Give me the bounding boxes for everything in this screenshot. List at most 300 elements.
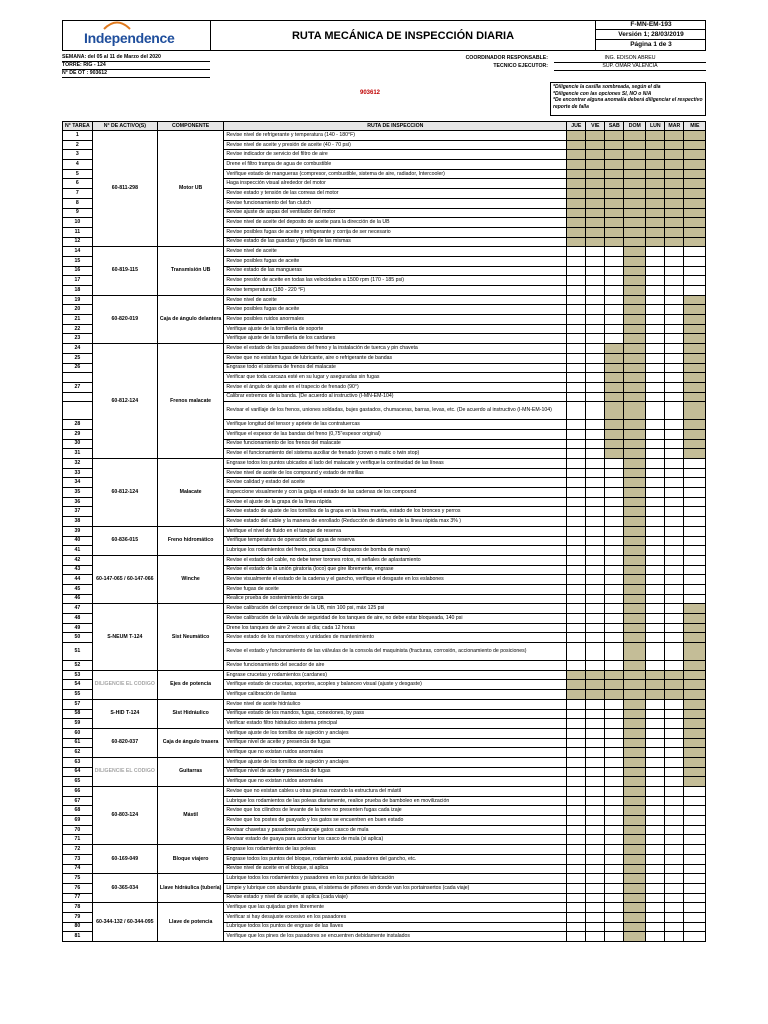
day-cell[interactable] [684,266,706,276]
day-cell-shaded[interactable] [605,189,624,199]
day-cell-shaded[interactable] [646,131,665,141]
day-cell-shaded[interactable] [624,536,646,546]
day-cell[interactable] [646,883,665,893]
day-cell[interactable] [665,546,684,556]
day-cell-shaded[interactable] [567,198,586,208]
day-cell-shaded[interactable] [684,315,706,325]
day-cell[interactable] [646,488,665,498]
day-cell-shaded[interactable] [605,680,624,690]
day-cell[interactable] [684,835,706,845]
day-cell[interactable] [567,565,586,575]
day-cell-shaded[interactable] [684,757,706,767]
day-cell[interactable] [665,497,684,507]
day-cell[interactable] [684,912,706,922]
day-cell-shaded[interactable] [605,449,624,459]
day-cell[interactable] [646,429,665,439]
day-cell[interactable] [646,468,665,478]
day-cell[interactable] [567,643,586,661]
day-cell[interactable] [567,353,586,363]
day-cell[interactable] [684,526,706,536]
day-cell[interactable] [605,526,624,536]
day-cell-shaded[interactable] [624,699,646,709]
day-cell[interactable] [586,661,605,671]
day-cell[interactable] [567,661,586,671]
day-cell[interactable] [665,835,684,845]
day-cell[interactable] [605,468,624,478]
day-cell-shaded[interactable] [684,633,706,643]
day-cell[interactable] [605,286,624,296]
day-cell[interactable] [586,835,605,845]
day-cell-shaded[interactable] [624,614,646,624]
day-cell-shaded[interactable] [624,392,646,402]
day-cell-shaded[interactable] [646,160,665,170]
day-cell-shaded[interactable] [605,208,624,218]
day-cell-shaded[interactable] [684,748,706,758]
day-cell-shaded[interactable] [624,555,646,565]
day-cell[interactable] [646,478,665,488]
day-cell[interactable] [646,382,665,392]
day-cell[interactable] [646,402,665,420]
day-cell[interactable] [586,459,605,469]
day-cell-shaded[interactable] [684,198,706,208]
day-cell[interactable] [567,883,586,893]
day-cell[interactable] [586,420,605,430]
day-cell[interactable] [665,565,684,575]
day-cell[interactable] [567,796,586,806]
day-cell[interactable] [665,825,684,835]
day-cell-shaded[interactable] [624,728,646,738]
day-cell[interactable] [586,748,605,758]
day-cell[interactable] [586,478,605,488]
day-cell[interactable] [605,256,624,266]
day-cell[interactable] [567,546,586,556]
day-cell-shaded[interactable] [567,179,586,189]
day-cell[interactable] [586,816,605,826]
day-cell[interactable] [665,719,684,729]
day-cell[interactable] [646,497,665,507]
day-cell[interactable] [567,536,586,546]
day-cell-shaded[interactable] [624,845,646,855]
day-cell[interactable] [665,845,684,855]
day-cell[interactable] [665,643,684,661]
day-cell[interactable] [567,738,586,748]
day-cell-shaded[interactable] [624,787,646,797]
day-cell[interactable] [665,402,684,420]
day-cell[interactable] [567,835,586,845]
day-cell[interactable] [567,816,586,826]
day-cell[interactable] [665,555,684,565]
day-cell[interactable] [665,787,684,797]
day-cell[interactable] [646,353,665,363]
day-cell-shaded[interactable] [684,324,706,334]
day-cell-shaded[interactable] [605,439,624,449]
day-cell-shaded[interactable] [605,420,624,430]
day-cell[interactable] [605,699,624,709]
day-cell[interactable] [684,922,706,932]
day-cell[interactable] [684,536,706,546]
day-cell-shaded[interactable] [624,517,646,527]
day-cell[interactable] [586,439,605,449]
day-cell-shaded[interactable] [684,189,706,199]
day-cell[interactable] [646,777,665,787]
day-cell-shaded[interactable] [624,777,646,787]
day-cell-shaded[interactable] [624,439,646,449]
day-cell-shaded[interactable] [624,825,646,835]
day-cell-shaded[interactable] [624,835,646,845]
day-cell-shaded[interactable] [684,614,706,624]
day-cell[interactable] [586,912,605,922]
day-cell-shaded[interactable] [684,767,706,777]
day-cell[interactable] [586,363,605,373]
day-cell-shaded[interactable] [624,796,646,806]
day-cell-shaded[interactable] [624,131,646,141]
day-cell-shaded[interactable] [684,353,706,363]
day-cell[interactable] [665,439,684,449]
day-cell[interactable] [586,767,605,777]
day-cell[interactable] [665,420,684,430]
day-cell-shaded[interactable] [586,208,605,218]
day-cell[interactable] [567,903,586,913]
day-cell[interactable] [684,787,706,797]
day-cell[interactable] [567,699,586,709]
day-cell[interactable] [586,526,605,536]
day-cell[interactable] [646,748,665,758]
day-cell-shaded[interactable] [646,237,665,247]
day-cell[interactable] [605,478,624,488]
day-cell[interactable] [646,594,665,604]
day-cell-shaded[interactable] [624,227,646,237]
day-cell-shaded[interactable] [684,719,706,729]
day-cell[interactable] [665,353,684,363]
day-cell[interactable] [605,305,624,315]
day-cell[interactable] [665,392,684,402]
day-cell-shaded[interactable] [624,218,646,228]
day-cell[interactable] [646,286,665,296]
day-cell[interactable] [646,276,665,286]
day-cell-shaded[interactable] [624,719,646,729]
day-cell[interactable] [605,546,624,556]
day-cell[interactable] [646,932,665,942]
day-cell-shaded[interactable] [665,140,684,150]
day-cell-shaded[interactable] [646,690,665,700]
day-cell-shaded[interactable] [567,208,586,218]
day-cell[interactable] [586,402,605,420]
day-cell-shaded[interactable] [624,256,646,266]
day-cell[interactable] [665,864,684,874]
day-cell[interactable] [605,497,624,507]
day-cell-shaded[interactable] [665,160,684,170]
day-cell[interactable] [605,555,624,565]
day-cell-shaded[interactable] [624,816,646,826]
day-cell-shaded[interactable] [684,150,706,160]
day-cell[interactable] [567,497,586,507]
day-cell[interactable] [646,565,665,575]
day-cell[interactable] [684,903,706,913]
day-cell-shaded[interactable] [605,150,624,160]
day-cell[interactable] [646,575,665,585]
day-cell-shaded[interactable] [624,140,646,150]
day-cell[interactable] [586,864,605,874]
day-cell[interactable] [605,835,624,845]
day-cell[interactable] [684,276,706,286]
day-cell[interactable] [586,796,605,806]
day-cell[interactable] [567,517,586,527]
day-cell-shaded[interactable] [665,218,684,228]
day-cell[interactable] [586,903,605,913]
day-cell[interactable] [567,420,586,430]
day-cell[interactable] [646,247,665,257]
day-cell[interactable] [665,728,684,738]
day-cell-shaded[interactable] [665,690,684,700]
day-cell-shaded[interactable] [624,468,646,478]
day-cell[interactable] [586,922,605,932]
day-cell[interactable] [567,922,586,932]
day-cell[interactable] [665,459,684,469]
day-cell-shaded[interactable] [665,237,684,247]
day-cell[interactable] [646,709,665,719]
day-cell[interactable] [605,315,624,325]
day-cell-shaded[interactable] [624,584,646,594]
day-cell[interactable] [586,699,605,709]
day-cell[interactable] [684,478,706,488]
day-cell-shaded[interactable] [605,429,624,439]
day-cell[interactable] [605,661,624,671]
day-cell[interactable] [605,584,624,594]
day-cell-shaded[interactable] [605,363,624,373]
day-cell-shaded[interactable] [684,237,706,247]
day-cell-shaded[interactable] [586,140,605,150]
day-cell-shaded[interactable] [605,373,624,383]
day-cell[interactable] [665,575,684,585]
day-cell-shaded[interactable] [624,883,646,893]
day-cell[interactable] [646,266,665,276]
day-cell[interactable] [605,459,624,469]
day-cell-shaded[interactable] [624,497,646,507]
day-cell-shaded[interactable] [586,169,605,179]
day-cell[interactable] [586,373,605,383]
day-cell[interactable] [665,488,684,498]
day-cell[interactable] [665,276,684,286]
day-cell-shaded[interactable] [684,439,706,449]
day-cell-shaded[interactable] [624,661,646,671]
day-cell[interactable] [646,324,665,334]
day-cell[interactable] [567,854,586,864]
day-cell[interactable] [586,488,605,498]
day-cell-shaded[interactable] [624,150,646,160]
day-cell-shaded[interactable] [684,392,706,402]
day-cell-shaded[interactable] [624,429,646,439]
day-cell[interactable] [586,845,605,855]
day-cell[interactable] [586,392,605,402]
day-cell-shaded[interactable] [684,305,706,315]
day-cell[interactable] [646,373,665,383]
day-cell[interactable] [665,429,684,439]
day-cell[interactable] [646,922,665,932]
day-cell-shaded[interactable] [624,315,646,325]
day-cell[interactable] [567,439,586,449]
day-cell-shaded[interactable] [624,382,646,392]
day-cell[interactable] [605,883,624,893]
day-cell[interactable] [665,614,684,624]
day-cell-shaded[interactable] [646,680,665,690]
day-cell[interactable] [665,286,684,296]
day-cell[interactable] [646,767,665,777]
day-cell-shaded[interactable] [665,680,684,690]
day-cell-shaded[interactable] [624,594,646,604]
day-cell[interactable] [684,825,706,835]
day-cell[interactable] [684,546,706,556]
day-cell-shaded[interactable] [665,179,684,189]
day-cell[interactable] [646,526,665,536]
day-cell[interactable] [567,604,586,614]
day-cell-shaded[interactable] [684,227,706,237]
day-cell[interactable] [684,497,706,507]
day-cell[interactable] [684,845,706,855]
day-cell[interactable] [665,699,684,709]
day-cell[interactable] [684,565,706,575]
day-cell[interactable] [665,373,684,383]
day-cell[interactable] [567,806,586,816]
day-cell[interactable] [605,623,624,633]
day-cell[interactable] [646,449,665,459]
day-cell-shaded[interactable] [605,179,624,189]
day-cell-shaded[interactable] [684,429,706,439]
day-cell[interactable] [646,806,665,816]
day-cell-shaded[interactable] [586,218,605,228]
day-cell-shaded[interactable] [624,680,646,690]
day-cell[interactable] [567,468,586,478]
day-cell-shaded[interactable] [684,699,706,709]
day-cell-shaded[interactable] [624,864,646,874]
day-cell-shaded[interactable] [624,757,646,767]
day-cell-shaded[interactable] [665,131,684,141]
day-cell-shaded[interactable] [605,237,624,247]
day-cell[interactable] [665,623,684,633]
day-cell-shaded[interactable] [624,169,646,179]
day-cell-shaded[interactable] [684,208,706,218]
day-cell[interactable] [605,922,624,932]
day-cell-shaded[interactable] [646,189,665,199]
day-cell[interactable] [605,806,624,816]
day-cell-shaded[interactable] [624,420,646,430]
day-cell[interactable] [646,757,665,767]
day-cell[interactable] [567,526,586,536]
day-cell[interactable] [567,334,586,344]
day-cell-shaded[interactable] [684,160,706,170]
day-cell-shaded[interactable] [624,353,646,363]
day-cell[interactable] [684,932,706,942]
day-cell[interactable] [665,315,684,325]
day-cell-shaded[interactable] [567,680,586,690]
day-cell-shaded[interactable] [567,670,586,680]
day-cell[interactable] [605,854,624,864]
day-cell[interactable] [605,748,624,758]
day-cell[interactable] [567,392,586,402]
day-cell[interactable] [567,874,586,884]
day-cell[interactable] [605,932,624,942]
day-cell[interactable] [586,584,605,594]
day-cell-shaded[interactable] [624,903,646,913]
day-cell-shaded[interactable] [586,150,605,160]
day-cell[interactable] [586,305,605,315]
day-cell[interactable] [646,728,665,738]
day-cell-shaded[interactable] [605,402,624,420]
day-cell-shaded[interactable] [624,334,646,344]
day-cell[interactable] [646,787,665,797]
day-cell-shaded[interactable] [624,179,646,189]
day-cell[interactable] [646,699,665,709]
day-cell[interactable] [665,344,684,354]
day-cell[interactable] [665,893,684,903]
day-cell-shaded[interactable] [684,623,706,633]
day-cell[interactable] [684,584,706,594]
day-cell-shaded[interactable] [684,680,706,690]
day-cell[interactable] [567,845,586,855]
day-cell-shaded[interactable] [605,353,624,363]
day-cell[interactable] [646,796,665,806]
day-cell[interactable] [567,594,586,604]
day-cell[interactable] [567,932,586,942]
day-cell-shaded[interactable] [684,179,706,189]
day-cell[interactable] [567,429,586,439]
day-cell[interactable] [665,796,684,806]
day-cell[interactable] [605,777,624,787]
day-cell[interactable] [567,286,586,296]
day-cell[interactable] [586,565,605,575]
day-cell-shaded[interactable] [684,169,706,179]
day-cell[interactable] [665,816,684,826]
day-cell[interactable] [684,286,706,296]
day-cell[interactable] [646,719,665,729]
day-cell-shaded[interactable] [624,932,646,942]
day-cell[interactable] [646,546,665,556]
day-cell[interactable] [567,373,586,383]
day-cell[interactable] [605,719,624,729]
day-cell-shaded[interactable] [567,169,586,179]
day-cell[interactable] [567,584,586,594]
day-cell-shaded[interactable] [624,373,646,383]
day-cell[interactable] [646,459,665,469]
day-cell-shaded[interactable] [605,140,624,150]
day-cell[interactable] [567,324,586,334]
day-cell[interactable] [665,478,684,488]
day-cell-shaded[interactable] [684,363,706,373]
day-cell[interactable] [665,604,684,614]
day-cell[interactable] [646,614,665,624]
day-cell[interactable] [586,633,605,643]
day-cell[interactable] [665,363,684,373]
day-cell[interactable] [646,738,665,748]
day-cell[interactable] [586,315,605,325]
day-cell[interactable] [646,854,665,864]
day-cell-shaded[interactable] [646,198,665,208]
day-cell-shaded[interactable] [624,526,646,536]
day-cell[interactable] [586,507,605,517]
day-cell[interactable] [665,507,684,517]
day-cell[interactable] [646,517,665,527]
day-cell-shaded[interactable] [605,218,624,228]
day-cell[interactable] [605,845,624,855]
day-cell-shaded[interactable] [624,237,646,247]
day-cell-shaded[interactable] [684,334,706,344]
day-cell[interactable] [567,912,586,922]
day-cell[interactable] [665,266,684,276]
day-cell[interactable] [665,757,684,767]
day-cell[interactable] [665,883,684,893]
day-cell[interactable] [567,575,586,585]
day-cell[interactable] [586,719,605,729]
day-cell[interactable] [567,757,586,767]
